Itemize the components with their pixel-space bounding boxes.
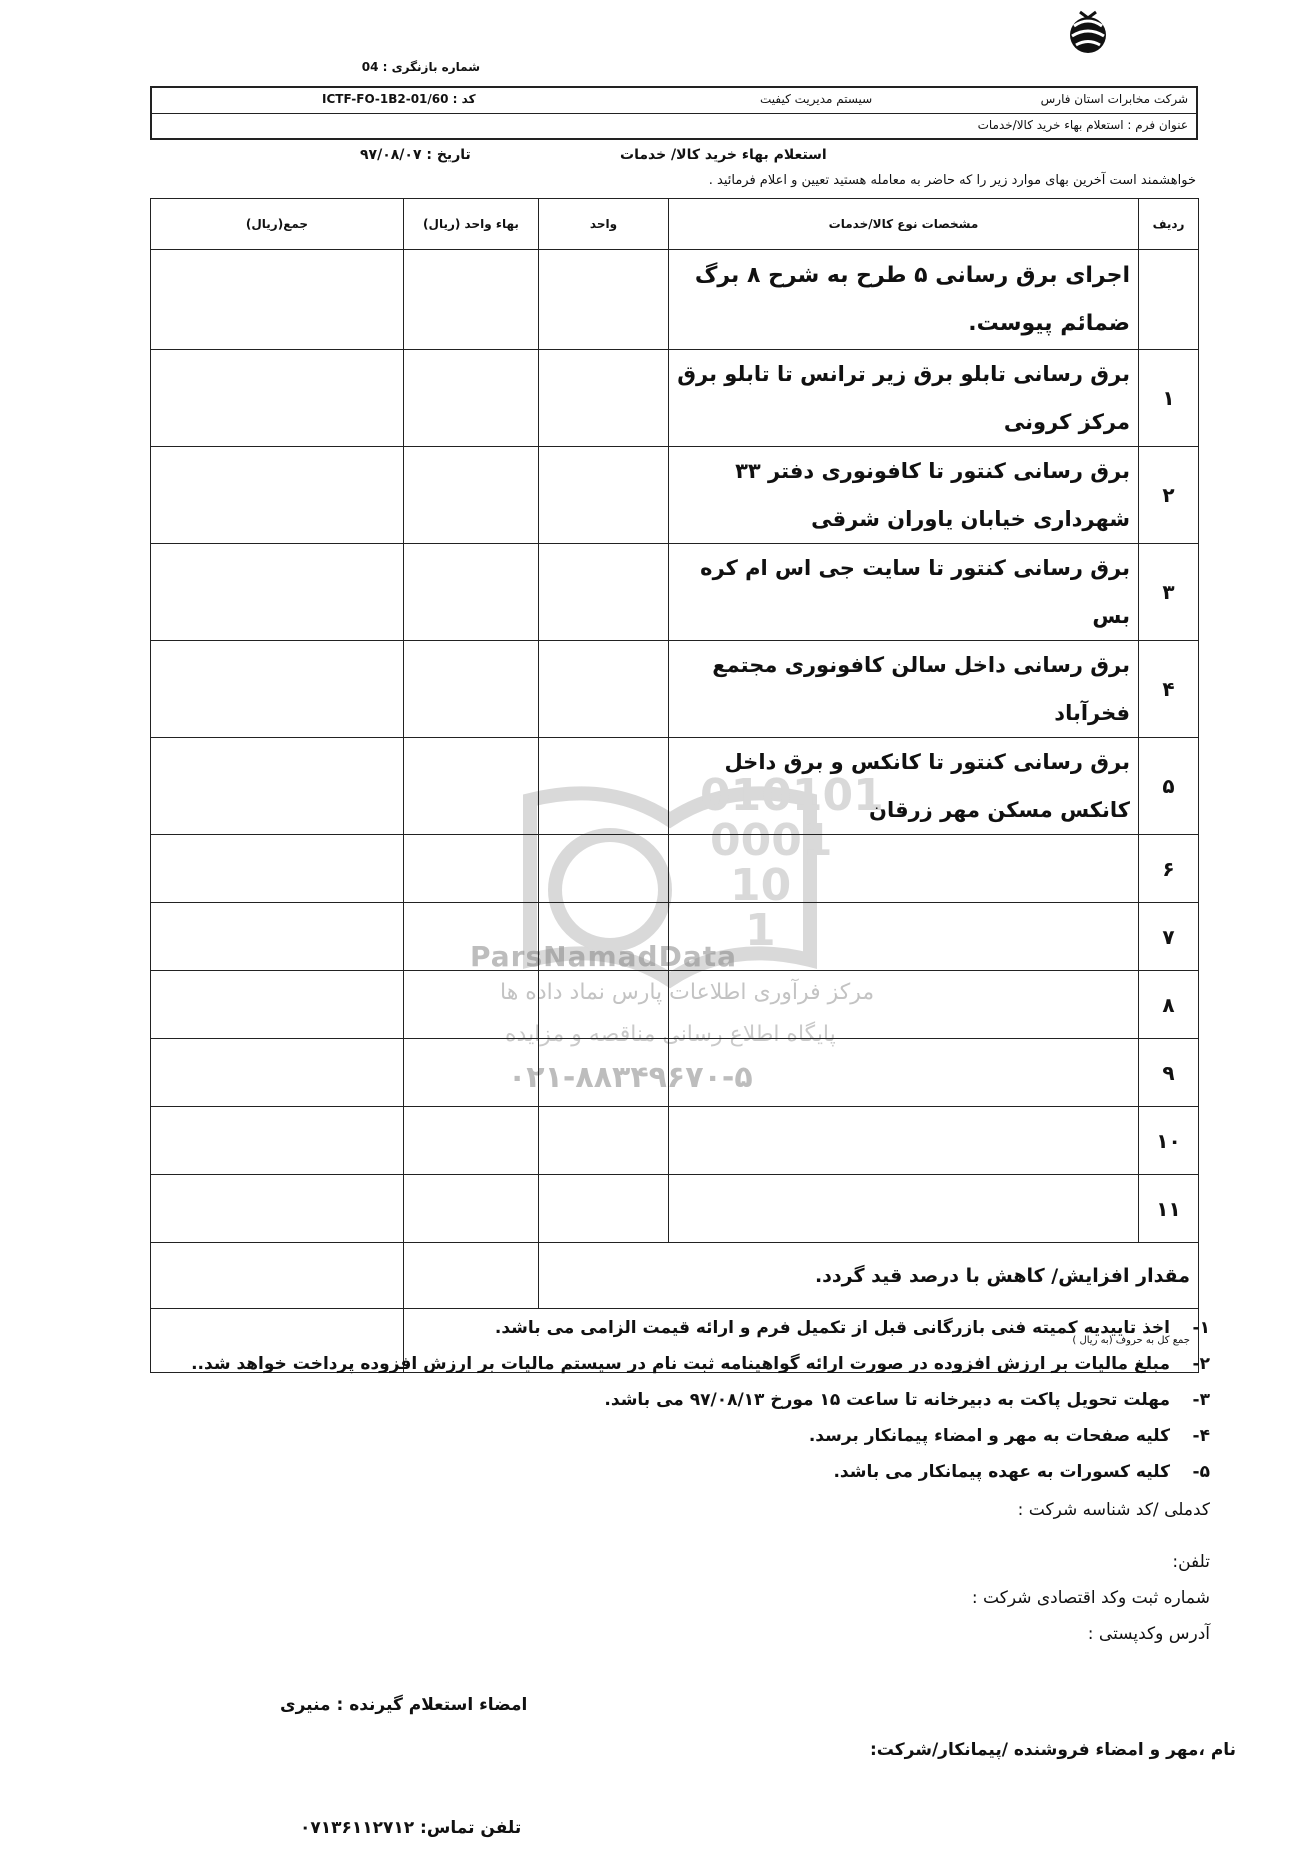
row-description: [669, 1107, 1139, 1175]
watermark-subtitle: مرکز فرآوری اطلاعات پارس نماد داده ها: [500, 980, 875, 1005]
watermark-brand: ParsNamadData: [470, 940, 737, 973]
table-row: [151, 447, 1199, 544]
company-name: شرکت مخابرات استان فارس: [1040, 92, 1188, 106]
table-row: [151, 971, 1199, 1039]
row-number: ۵: [1139, 738, 1199, 835]
row-number: ۱۱: [1139, 1175, 1199, 1243]
row-description: برق رسانی داخل سالن کافونوری مجتمع فخرآباد: [669, 641, 1139, 738]
watermark-tagline: پایگاه اطلاع رسانی مناقصه و مزایده: [505, 1022, 836, 1047]
header-row-number: ردیف: [1139, 199, 1199, 250]
watermark-phone: ۰۲۱-۸۸۳۴۹۶۷۰-۵: [508, 1060, 753, 1095]
company-info-fields: [510, 1492, 1210, 1652]
table-row: [151, 1039, 1199, 1107]
row-description: [669, 1039, 1139, 1107]
row-number: ۲: [1139, 447, 1199, 544]
row-number: ۸: [1139, 971, 1199, 1039]
row-number: ۱: [1139, 350, 1199, 447]
request-text: خواهشمند است آخرین بهای موارد زیر را که حاضر به معامله هستید تعیین و اعلام فرمائید .: [708, 173, 1196, 188]
table-row: [151, 903, 1199, 971]
document-date: تاریخ : ۹۷/۰۸/۰۷: [360, 147, 471, 163]
svg-text:10: 10: [730, 860, 792, 911]
table-row: [151, 1107, 1199, 1175]
header-unit: واحد: [539, 199, 669, 250]
row-description: برق رسانی کنتور تا کافونوری دفتر ۳۳ شهرداری خیابان یاوران شرقی: [669, 447, 1139, 544]
header-description: مشخصات نوع کالا/خدمات: [669, 199, 1139, 250]
row-number: ۱۰: [1139, 1107, 1199, 1175]
list-item: ۲-مبلغ مالیات بر ارزش افزوده در صورت ارائه گواهینامه ثبت نام در سیستم مالیات بر ارزش افزوده پرداخت خواهد شد..: [191, 1354, 1210, 1374]
seller-signature: نام ،مهر و امضاء فروشنده /پیمانکار/شرکت:: [870, 1740, 1237, 1760]
document-title: استعلام بهاء خرید کالا/ خدمات: [620, 147, 827, 163]
items-table: [150, 198, 1199, 1373]
row-number: ۷: [1139, 903, 1199, 971]
table-row: [151, 738, 1199, 835]
header-total: جمع(ریال): [151, 199, 404, 250]
table-row: [151, 641, 1199, 738]
company-logo-icon: [1058, 8, 1120, 58]
table-row: [151, 1175, 1199, 1243]
row-description: برق رسانی کنتور تا کانکس و برق داخل کانکس مسکن مهر زرقان: [669, 738, 1139, 835]
intro-description: اجرای برق رسانی ۵ طرح به شرح ۸ برگ ضمائم پیوست.: [669, 250, 1139, 350]
form-header-box: [150, 86, 1198, 140]
receiver-signature: امضاء استعلام گیرنده : منیری: [280, 1695, 528, 1715]
row-description: [669, 903, 1139, 971]
table-row: [151, 835, 1199, 903]
table-row: [151, 544, 1199, 641]
form-title: عنوان فرم : استعلام بهاء خرید کالا/خدمات: [977, 118, 1188, 132]
total-in-words-label: جمع کل به حروف (به ریال ): [404, 1309, 1199, 1373]
svg-text:010101: 010101: [700, 770, 884, 821]
list-item: ۱-اخذ تاییدیه کمیته فنی بازرگانی قبل از تکمیل فرم و ارائه قیمت الزامی می باشد.: [494, 1318, 1210, 1338]
national-id-field: کدملی /کد شناسه شرکت :: [1017, 1500, 1210, 1520]
address-field: آدرس وکدپستی :: [1087, 1624, 1210, 1644]
row-number: ۳: [1139, 544, 1199, 641]
revision-number: شماره بازنگری : 04: [361, 60, 480, 74]
row-description: برق رسانی کنتور تا سایت جی اس ام کره بس: [669, 544, 1139, 641]
adjustment-note: مقدار افزایش/ کاهش با درصد قید گردد.: [539, 1243, 1199, 1309]
row-description: [669, 835, 1139, 903]
table-row: [151, 350, 1199, 447]
svg-text:1: 1: [745, 905, 776, 956]
svg-text:0001: 0001: [710, 815, 833, 866]
list-item: ۳-مهلت تحویل پاکت به دبیرخانه تا ساعت ۱۵ مورخ ۹۷/۰۸/۱۳ می باشد.: [604, 1390, 1210, 1410]
row-number: ۹: [1139, 1039, 1199, 1107]
registration-field: شماره ثبت وکد اقتصادی شرکت :: [971, 1588, 1210, 1608]
quality-system: سیستم مدیریت کیفیت: [760, 92, 873, 106]
row-description: برق رسانی تابلو برق زیر ترانس تا تابلو برق مرکز کرونی: [669, 350, 1139, 447]
row-number: ۴: [1139, 641, 1199, 738]
list-item: ۵-کلیه کسورات به عهده پیمانکار می باشد.: [833, 1462, 1210, 1482]
header-unit-price: بهاء واحد (ریال): [404, 199, 539, 250]
form-code: کد : ICTF-FO-1B2-01/60: [322, 92, 476, 106]
phone-field: تلفن:: [1172, 1552, 1210, 1572]
row-number: ۶: [1139, 835, 1199, 903]
row-description: [669, 971, 1139, 1039]
notes-list: [191, 1310, 1210, 1490]
list-item: ۴-کلیه صفحات به مهر و امضاء پیمانکار برسد.: [808, 1426, 1210, 1446]
contact-phone: تلفن تماس: ۰۷۱۳۶۱۱۲۷۱۲: [300, 1818, 522, 1838]
row-description: [669, 1175, 1139, 1243]
